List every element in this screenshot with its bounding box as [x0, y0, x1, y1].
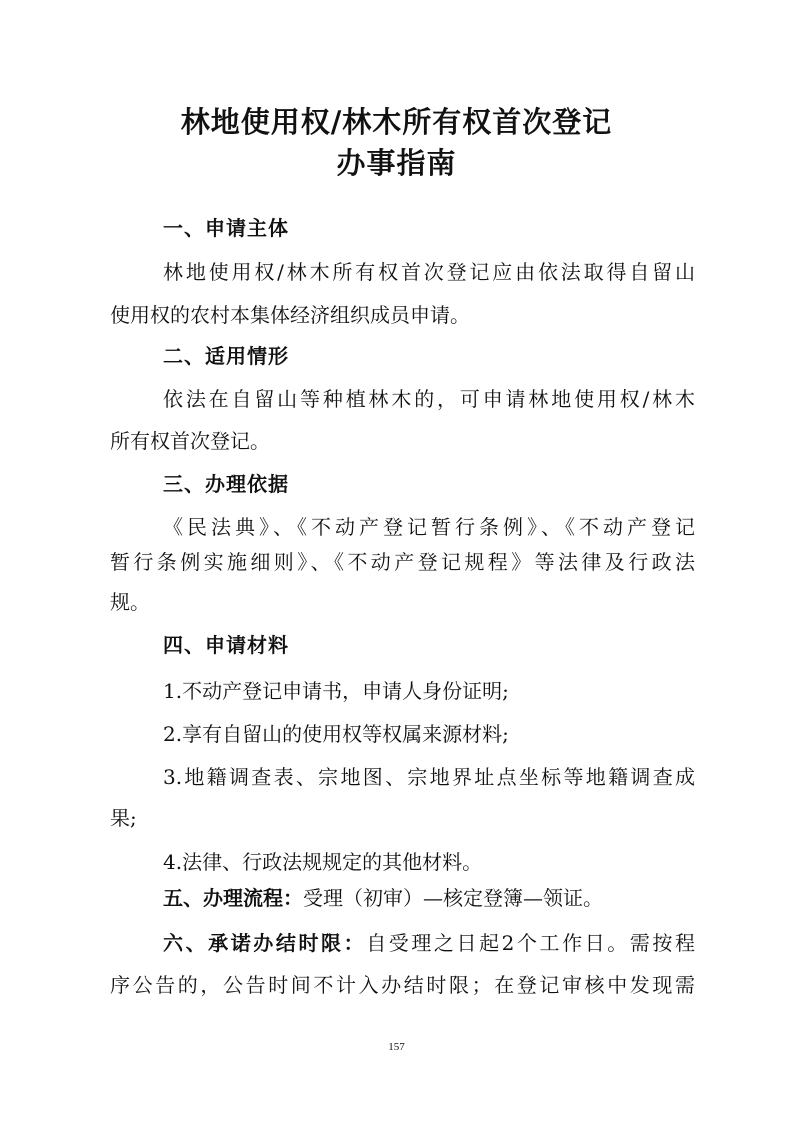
process-text: 受理（初审）—核定登簿—领证。	[303, 886, 603, 910]
section-heading-scope: 二、适用情形	[163, 344, 289, 368]
page-number: 157	[388, 1041, 405, 1053]
document-title-line-1: 林地使用权/林木所有权首次登记	[180, 105, 613, 139]
paragraph-line: 所有权首次登记。	[110, 429, 270, 453]
time-limit-text: 自受理之日起2个工作日。需按程	[366, 931, 696, 955]
document-title-line-2: 办事指南	[336, 146, 457, 180]
paragraph-line: 《民法典》、《不动产登记暂行条例》、《不动产登记	[163, 515, 695, 539]
section-heading-materials: 四、申请材料	[163, 633, 289, 657]
section-heading-basis: 三、办理依据	[163, 472, 289, 496]
section-heading-process: 五、办理流程：	[163, 886, 303, 910]
time-limit-line	[163, 933, 695, 953]
paragraph-line: 序公告的，公告时间不计入办结时限；在登记审核中发现需	[110, 973, 695, 997]
process-line	[163, 888, 695, 908]
paragraph-line: 规。	[110, 590, 150, 614]
list-item: 1.不动产登记申请书，申请人身份证明;	[163, 679, 509, 703]
paragraph-line: 暂行条例实施细则》、《不动产登记规程》等法律及行政法	[110, 550, 695, 574]
section-heading-time-limit: 六、承诺办结时限：	[163, 931, 367, 955]
paragraph-line: 使用权的农村本集体经济组织成员申请。	[110, 303, 470, 327]
list-item: 4.法律、行政法规规定的其他材料。	[163, 850, 483, 874]
section-heading-applicant: 一、申请主体	[163, 216, 289, 240]
paragraph-line: 依法在自留山等种植林木的，可申请林地使用权/林木	[163, 387, 695, 411]
list-item: 3.地籍调查表、宗地图、宗地界址点坐标等地籍调查成	[163, 765, 695, 789]
list-item-continuation: 果;	[110, 806, 137, 830]
list-item: 2.享有自留山的使用权等权属来源材料;	[163, 722, 509, 746]
paragraph-line: 林地使用权/林木所有权首次登记应由依法取得自留山	[163, 260, 695, 284]
